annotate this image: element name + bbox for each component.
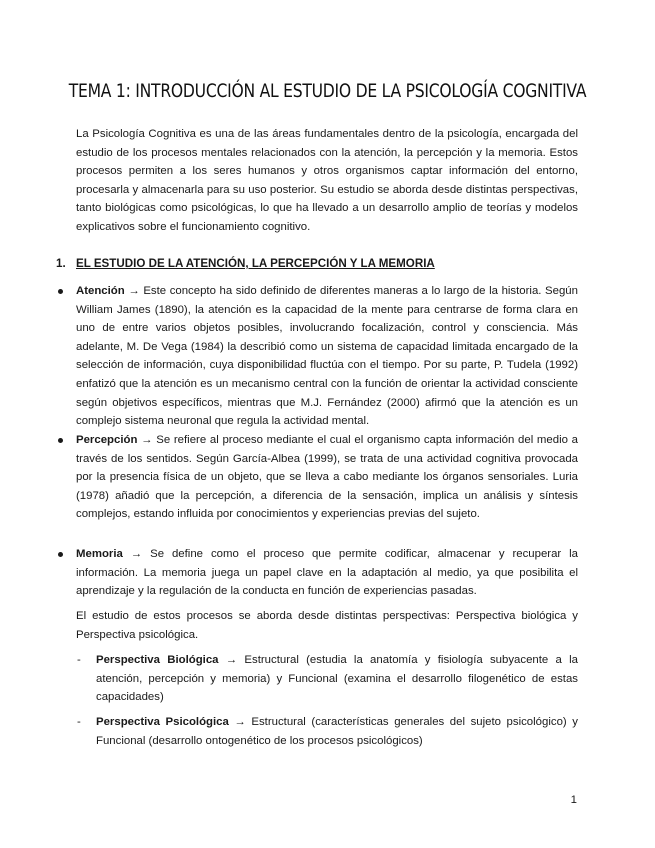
subitem-term: Perspectiva Psicológica [96, 716, 229, 728]
subitem-text [96, 651, 578, 707]
bullet-text [76, 431, 578, 524]
bullet-term: Percepción [76, 434, 138, 446]
bullet-dot [58, 552, 63, 557]
arrow: → [218, 654, 245, 666]
subitem-body: Estructural (estudia la anatomía y fisiología subyacente a la atención, percepción y memoria) y Funcional (examina el desarrollo filogenético de estas capacidades) [96, 654, 578, 704]
subitem-psicologica [56, 713, 578, 750]
arrow: → [137, 434, 157, 446]
bullet-term: Atención [76, 285, 125, 297]
page-title: TEMA 1: INTRODUCCIÓN AL ESTUDIO DE LA PSICOLOGÍA COGNITIVA [68, 80, 587, 102]
page-number: 1 [570, 794, 577, 806]
arrow: → [228, 716, 252, 728]
section-number: 1. [56, 257, 66, 270]
bullet-body: Este concepto ha sido definido de diferentes maneras a lo largo de la historia. Según William James (1890), la atención es la capacidad de la mente para centrarse de forma clara en uno de entre varios objetos posibles, involucrando focalización, control y consciencia. Más adelante, M. De Vega (1984) la describió como un sistema de capacidad limitada encargado de la selección de información, cuya disponibilidad fluctúa con el tiempo. Por su parte, P. Tudela (1992) enfatizó que la atención es un mecanismo central con la función de orientar la actividad consciente según objetivos específicos, mientras que M.J. Fernández (2000) afirmó que la atención es un complejo sistema neuronal que regula la actividad mental. [76, 285, 578, 428]
section-heading [56, 257, 435, 270]
subitem-biologica [56, 651, 578, 707]
bullet-term: Memoria [76, 548, 123, 560]
bullet-dot [58, 289, 63, 294]
subitem-term: Perspectiva Biológica [96, 654, 219, 666]
bullet-percepcion [56, 431, 578, 524]
section-heading-text: EL ESTUDIO DE LA ATENCIÓN, LA PERCEPCIÓN Y LA MEMORIA [76, 257, 435, 270]
subitem-text [96, 713, 578, 750]
bullet-body: Se define como el proceso que permite codificar, almacenar y recuperar la información. La memoria juega un papel clave en la adaptación al medio, ya que posibilita el aprendizaje y la regulación de la conducta en función de experiencias pasadas. [76, 548, 578, 598]
dash-marker: - [77, 716, 81, 728]
bullet-text [76, 282, 578, 431]
intro-paragraph: La Psicología Cognitiva es una de las áreas fundamentales dentro de la psicología, encargada del estudio de los procesos mentales relacionados con la atención, la percepción y la memoria. Estos procesos permiten a los seres humanos y otros organismos captar información del entorno, procesarla y almacenarla para su uso posterior. Su estudio se aborda desde distintas perspectivas, tanto biológicas como psicológicas, lo que ha llevado a un desarrollo amplio de teorías y modelos explicativos sobre el funcionamiento cognitivo. [76, 128, 578, 233]
arrow: → [122, 548, 151, 560]
bullet-text [76, 545, 578, 601]
dash-marker: - [77, 654, 81, 666]
studies-paragraph: El estudio de estos procesos se aborda desde distintas perspectivas: Perspectiva biológica y Perspectiva psicológica. [76, 610, 578, 641]
arrow: → [124, 285, 144, 297]
bullet-memoria [56, 545, 578, 601]
subitem-body: Estructural (características generales del sujeto psicológico) y Funcional (desarrollo ontogenético de los procesos psicológicos) [96, 716, 578, 747]
bullet-body: Se refiere al proceso mediante el cual el organismo capta información del medio a través de los sentidos. Según García-Albea (1999), se trata de una actividad cognitiva provocada por la presencia física de un objeto, que se lleva a cabo mediante los órganos sensoriales. Luria (1978) añadió que la percepción, a diferencia de la sensación, implica un análisis y síntesis complejos, estando influida por conocimientos y experiencias previas del sujeto. [76, 434, 578, 521]
bullet-dot [58, 438, 63, 443]
bullet-atencion [56, 282, 578, 431]
